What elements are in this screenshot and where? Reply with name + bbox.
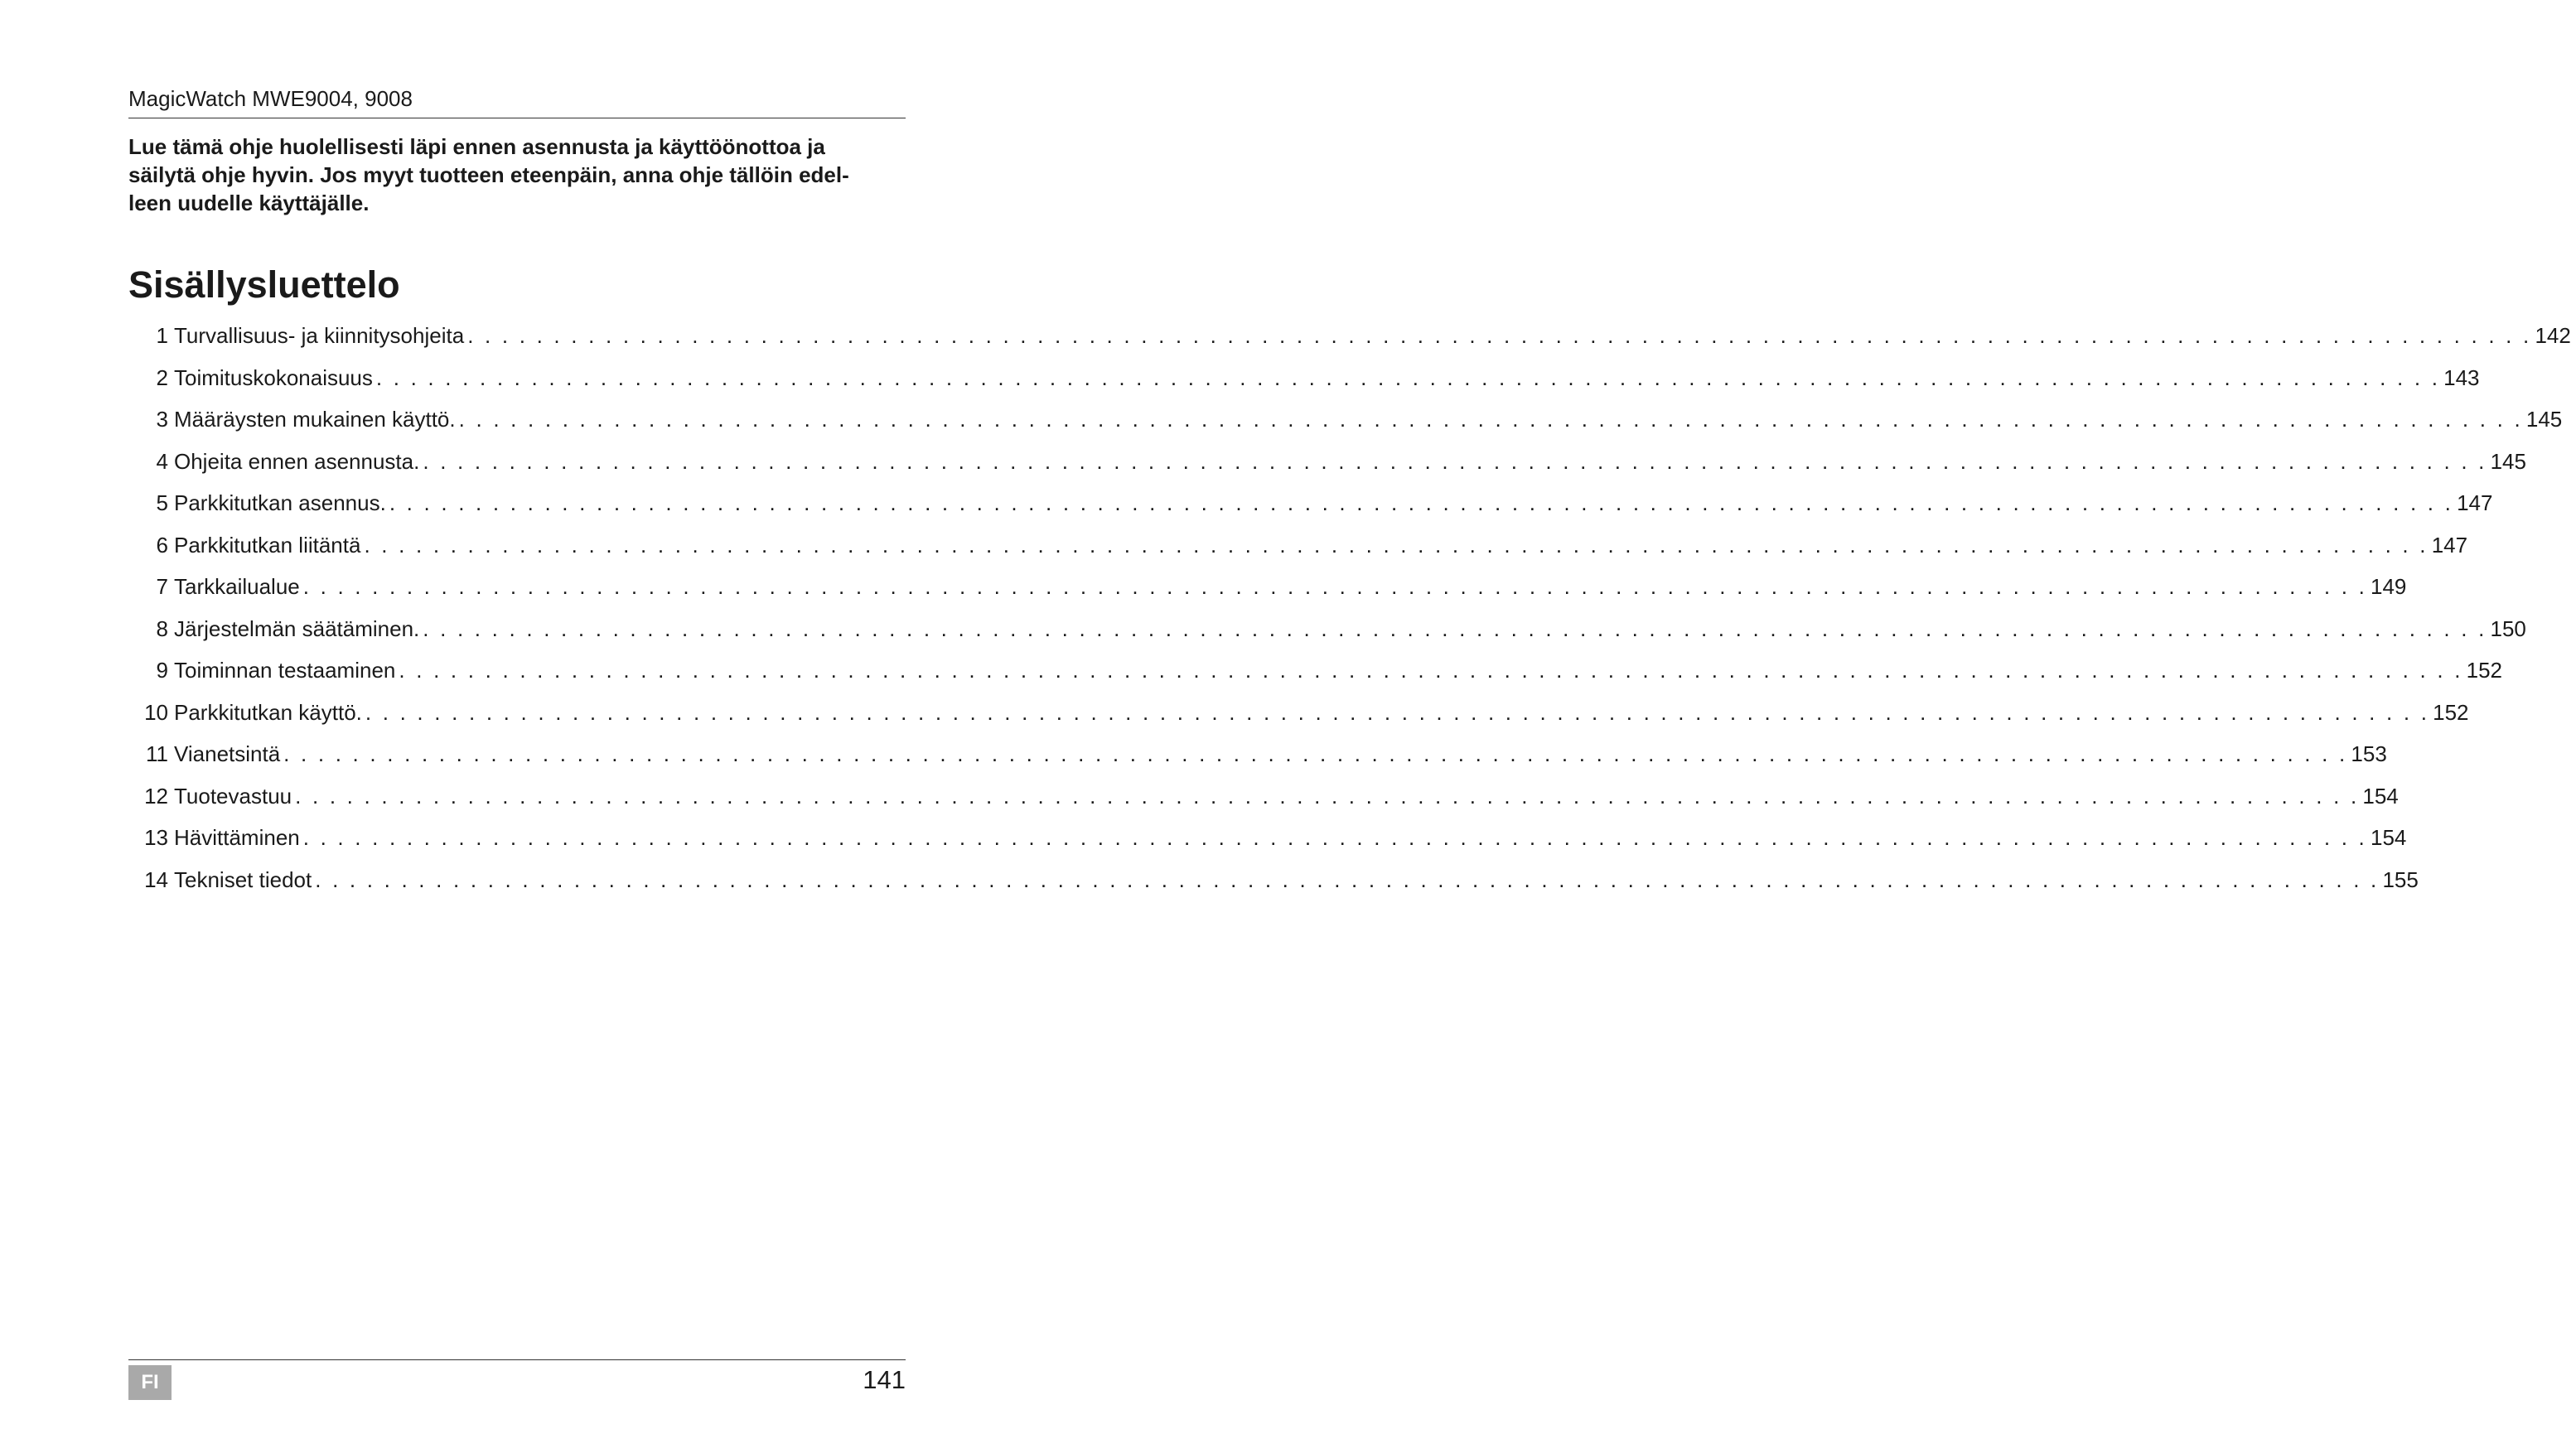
toc-entry-page: 154 <box>2370 825 2407 850</box>
toc-entry-page: 153 <box>2351 741 2387 766</box>
toc-entry[interactable] <box>128 738 2387 780</box>
toc-entry-number: 10 <box>144 699 168 725</box>
toc-entry-label: Turvallisuus- ja kiinnitysohjeita <box>174 323 465 348</box>
toc-entry-page: 145 <box>2525 407 2563 432</box>
toc-entry-number: 5 <box>156 490 168 515</box>
toc-entry-label: Vianetsintä <box>174 741 281 766</box>
toc-entry[interactable] <box>128 864 2419 906</box>
toc-entry[interactable] <box>128 320 2571 362</box>
toc-entry[interactable] <box>128 654 2503 697</box>
toc-dot-leader: . . . . . . . . . . . . . . . . . . . . . . . . . . . . . . . . . . . . . . . . . . . . . . . . . . . . . . . . . . . . . . . . . . . . . . . . . . . . . . . . . . . . . . . . . . . . . . . . . . . . . . . . . . . . . . . . . . . . . . . . <box>375 364 2441 390</box>
toc-dot-leader: . . . . . . . . . . . . . . . . . . . . . . . . . . . . . . . . . . . . . . . . . . . . . . . . . . . . . . . . . . . . . . . . . . . . . . . . . . . . . . . . . . . . . . . . . . . . . . . . . . . . . . . . . . . . . . . . . . . . . . . . <box>295 783 2360 809</box>
toc-entry[interactable] <box>128 697 2469 739</box>
toc-dot-leader: . . . . . . . . . . . . . . . . . . . . . . . . . . . . . . . . . . . . . . . . . . . . . . . . . . . . . . . . . . . . . . . . . . . . . . . . . . . . . . . . . . . . . . . . . . . . . . . . . . . . . . . . . . . . . . . . . . . . . . . . <box>365 699 2430 725</box>
toc-entry-label: Parkkitutkan liitäntä <box>174 532 361 558</box>
toc-entry-page: 150 <box>2490 615 2526 641</box>
toc-entry-page: 155 <box>2382 866 2419 892</box>
toc-entry[interactable] <box>128 571 2407 613</box>
toc-dot-leader: . . . . . . . . . . . . . . . . . . . . . . . . . . . . . . . . . . . . . . . . . . . . . . . . . . . . . . . . . . . . . . . . . . . . . . . . . . . . . . . . . . . . . . . . . . . . . . . . . . . . . . . . . . . . . . . . . . . . . . . . <box>389 490 2454 515</box>
toc-entry-label: Ohjeita ennen asennusta. <box>174 448 420 474</box>
toc-entry-label: Määräysten mukainen käyttö. <box>174 407 456 432</box>
toc-entry-number: 3 <box>156 407 168 432</box>
toc-dot-leader: . . . . . . . . . . . . . . . . . . . . . . . . . . . . . . . . . . . . . . . . . . . . . . . . . . . . . . . . . . . . . . . . . . . . . . . . . . . . . . . . . . . . . . . . . . . . . . . . . . . . . . . . . . . . . . . . . . . . . . . . <box>467 323 2532 348</box>
toc-entry-page: 152 <box>2466 658 2503 683</box>
toc-entry-label: Parkkitutkan asennus. <box>174 490 386 515</box>
toc-dot-leader: . . . . . . . . . . . . . . . . . . . . . . . . . . . . . . . . . . . . . . . . . . . . . . . . . . . . . . . . . . . . . . . . . . . . . . . . . . . . . . . . . . . . . . . . . . . . . . . . . . . . . . . . . . . . . . . . . . . . . . . . <box>423 448 2487 474</box>
toc-entry[interactable] <box>128 613 2526 655</box>
intro-paragraph <box>128 133 907 217</box>
toc-entry-number: 13 <box>144 825 168 850</box>
toc-entry-label: Toimituskokonaisuus <box>174 364 373 390</box>
toc-entry-label: Tekniset tiedot <box>174 866 312 892</box>
toc-entry-page: 149 <box>2371 574 2407 599</box>
toc-entry-number: 2 <box>156 364 168 390</box>
toc-entry[interactable] <box>128 529 2468 572</box>
toc-entry-number: 4 <box>156 448 168 474</box>
toc-entry-number: 7 <box>156 574 168 599</box>
toc-dot-leader: . . . . . . . . . . . . . . . . . . . . . . . . . . . . . . . . . . . . . . . . . . . . . . . . . . . . . . . . . . . . . . . . . . . . . . . . . . . . . . . . . . . . . . . . . . . . . . . . . . . . . . . . . . . . . . . . . . . . . . . . <box>399 658 2463 683</box>
toc-entry-page: 142 <box>2535 323 2571 348</box>
toc-entry-page: 147 <box>2431 532 2468 558</box>
toc-dot-leader: . . . . . . . . . . . . . . . . . . . . . . . . . . . . . . . . . . . . . . . . . . . . . . . . . . . . . . . . . . . . . . . . . . . . . . . . . . . . . . . . . . . . . . . . . . . . . . . . . . . . . . . . . . . . . . . . . . . . . . . . <box>458 407 2523 432</box>
toc-entry-number: 6 <box>156 532 168 558</box>
intro-line: leen uudelle käyttäjälle. <box>128 191 370 215</box>
page-header <box>128 84 906 118</box>
toc-dot-leader: . . . . . . . . . . . . . . . . . . . . . . . . . . . . . . . . . . . . . . . . . . . . . . . . . . . . . . . . . . . . . . . . . . . . . . . . . . . . . . . . . . . . . . . . . . . . . . . . . . . . . . . . . . . . . . . . . . . . . . . . <box>283 741 2348 766</box>
toc-entry-page: 143 <box>2443 364 2480 390</box>
toc-dot-leader: . . . . . . . . . . . . . . . . . . . . . . . . . . . . . . . . . . . . . . . . . . . . . . . . . . . . . . . . . . . . . . . . . . . . . . . . . . . . . . . . . . . . . . . . . . . . . . . . . . . . . . . . . . . . . . . . . . . . . . . . <box>315 866 2380 892</box>
toc-entry[interactable] <box>128 822 2407 864</box>
page-number: 141 <box>863 1365 906 1394</box>
toc-entry-number: 14 <box>144 866 168 892</box>
toc-entry-label: Hävittäminen <box>174 825 300 850</box>
toc-dot-leader: . . . . . . . . . . . . . . . . . . . . . . . . . . . . . . . . . . . . . . . . . . . . . . . . . . . . . . . . . . . . . . . . . . . . . . . . . . . . . . . . . . . . . . . . . . . . . . . . . . . . . . . . . . . . . . . . . . . . . . . . <box>423 615 2487 641</box>
intro-line: säilytä ohje hyvin. Jos myyt tuotteen eteenpäin, anna ohje tällöin edel- <box>128 162 849 187</box>
toc-entry-label: Toiminnan testaaminen <box>174 658 396 683</box>
toc-entry-page: 154 <box>2362 783 2399 809</box>
toc-dot-leader: . . . . . . . . . . . . . . . . . . . . . . . . . . . . . . . . . . . . . . . . . . . . . . . . . . . . . . . . . . . . . . . . . . . . . . . . . . . . . . . . . . . . . . . . . . . . . . . . . . . . . . . . . . . . . . . . . . . . . . . . <box>302 825 2367 850</box>
toc-entry-number: 1 <box>156 323 168 348</box>
toc-entry-label: Parkkitutkan käyttö. <box>174 699 362 725</box>
intro-line: Lue tämä ohje huolellisesti läpi ennen asennusta ja käyttöönottoa ja <box>128 134 825 159</box>
toc-entry[interactable] <box>128 446 2526 488</box>
document-title: MagicWatch MWE9004, 9008 <box>128 86 413 111</box>
toc-entry-label: Tarkkailualue <box>174 574 300 599</box>
toc-heading: Sisällysluettelo <box>128 263 400 306</box>
toc-entry-number: 11 <box>146 741 168 766</box>
toc-entry-page: 152 <box>2433 699 2469 725</box>
toc-entry[interactable] <box>128 487 2493 529</box>
toc-entry-number: 12 <box>144 783 168 809</box>
toc-entry[interactable] <box>128 362 2480 404</box>
toc-entry-label: Järjestelmän säätäminen. <box>174 615 420 641</box>
toc-entry[interactable] <box>128 403 2563 446</box>
toc-entry-label: Tuotevastuu <box>174 783 292 809</box>
page-footer <box>128 1359 906 1410</box>
toc-entry-number: 8 <box>156 615 168 641</box>
toc-dot-leader: . . . . . . . . . . . . . . . . . . . . . . . . . . . . . . . . . . . . . . . . . . . . . . . . . . . . . . . . . . . . . . . . . . . . . . . . . . . . . . . . . . . . . . . . . . . . . . . . . . . . . . . . . . . . . . . . . . . . . . . . <box>364 532 2429 558</box>
toc-entry[interactable] <box>128 780 2399 823</box>
language-badge: FI <box>128 1365 172 1400</box>
toc-entry-page: 147 <box>2457 490 2493 515</box>
toc-dot-leader: . . . . . . . . . . . . . . . . . . . . . . . . . . . . . . . . . . . . . . . . . . . . . . . . . . . . . . . . . . . . . . . . . . . . . . . . . . . . . . . . . . . . . . . . . . . . . . . . . . . . . . . . . . . . . . . . . . . . . . . . <box>302 574 2367 599</box>
toc-entry-number: 9 <box>156 658 168 683</box>
table-of-contents <box>128 320 2571 905</box>
toc-entry-page: 145 <box>2490 448 2526 474</box>
